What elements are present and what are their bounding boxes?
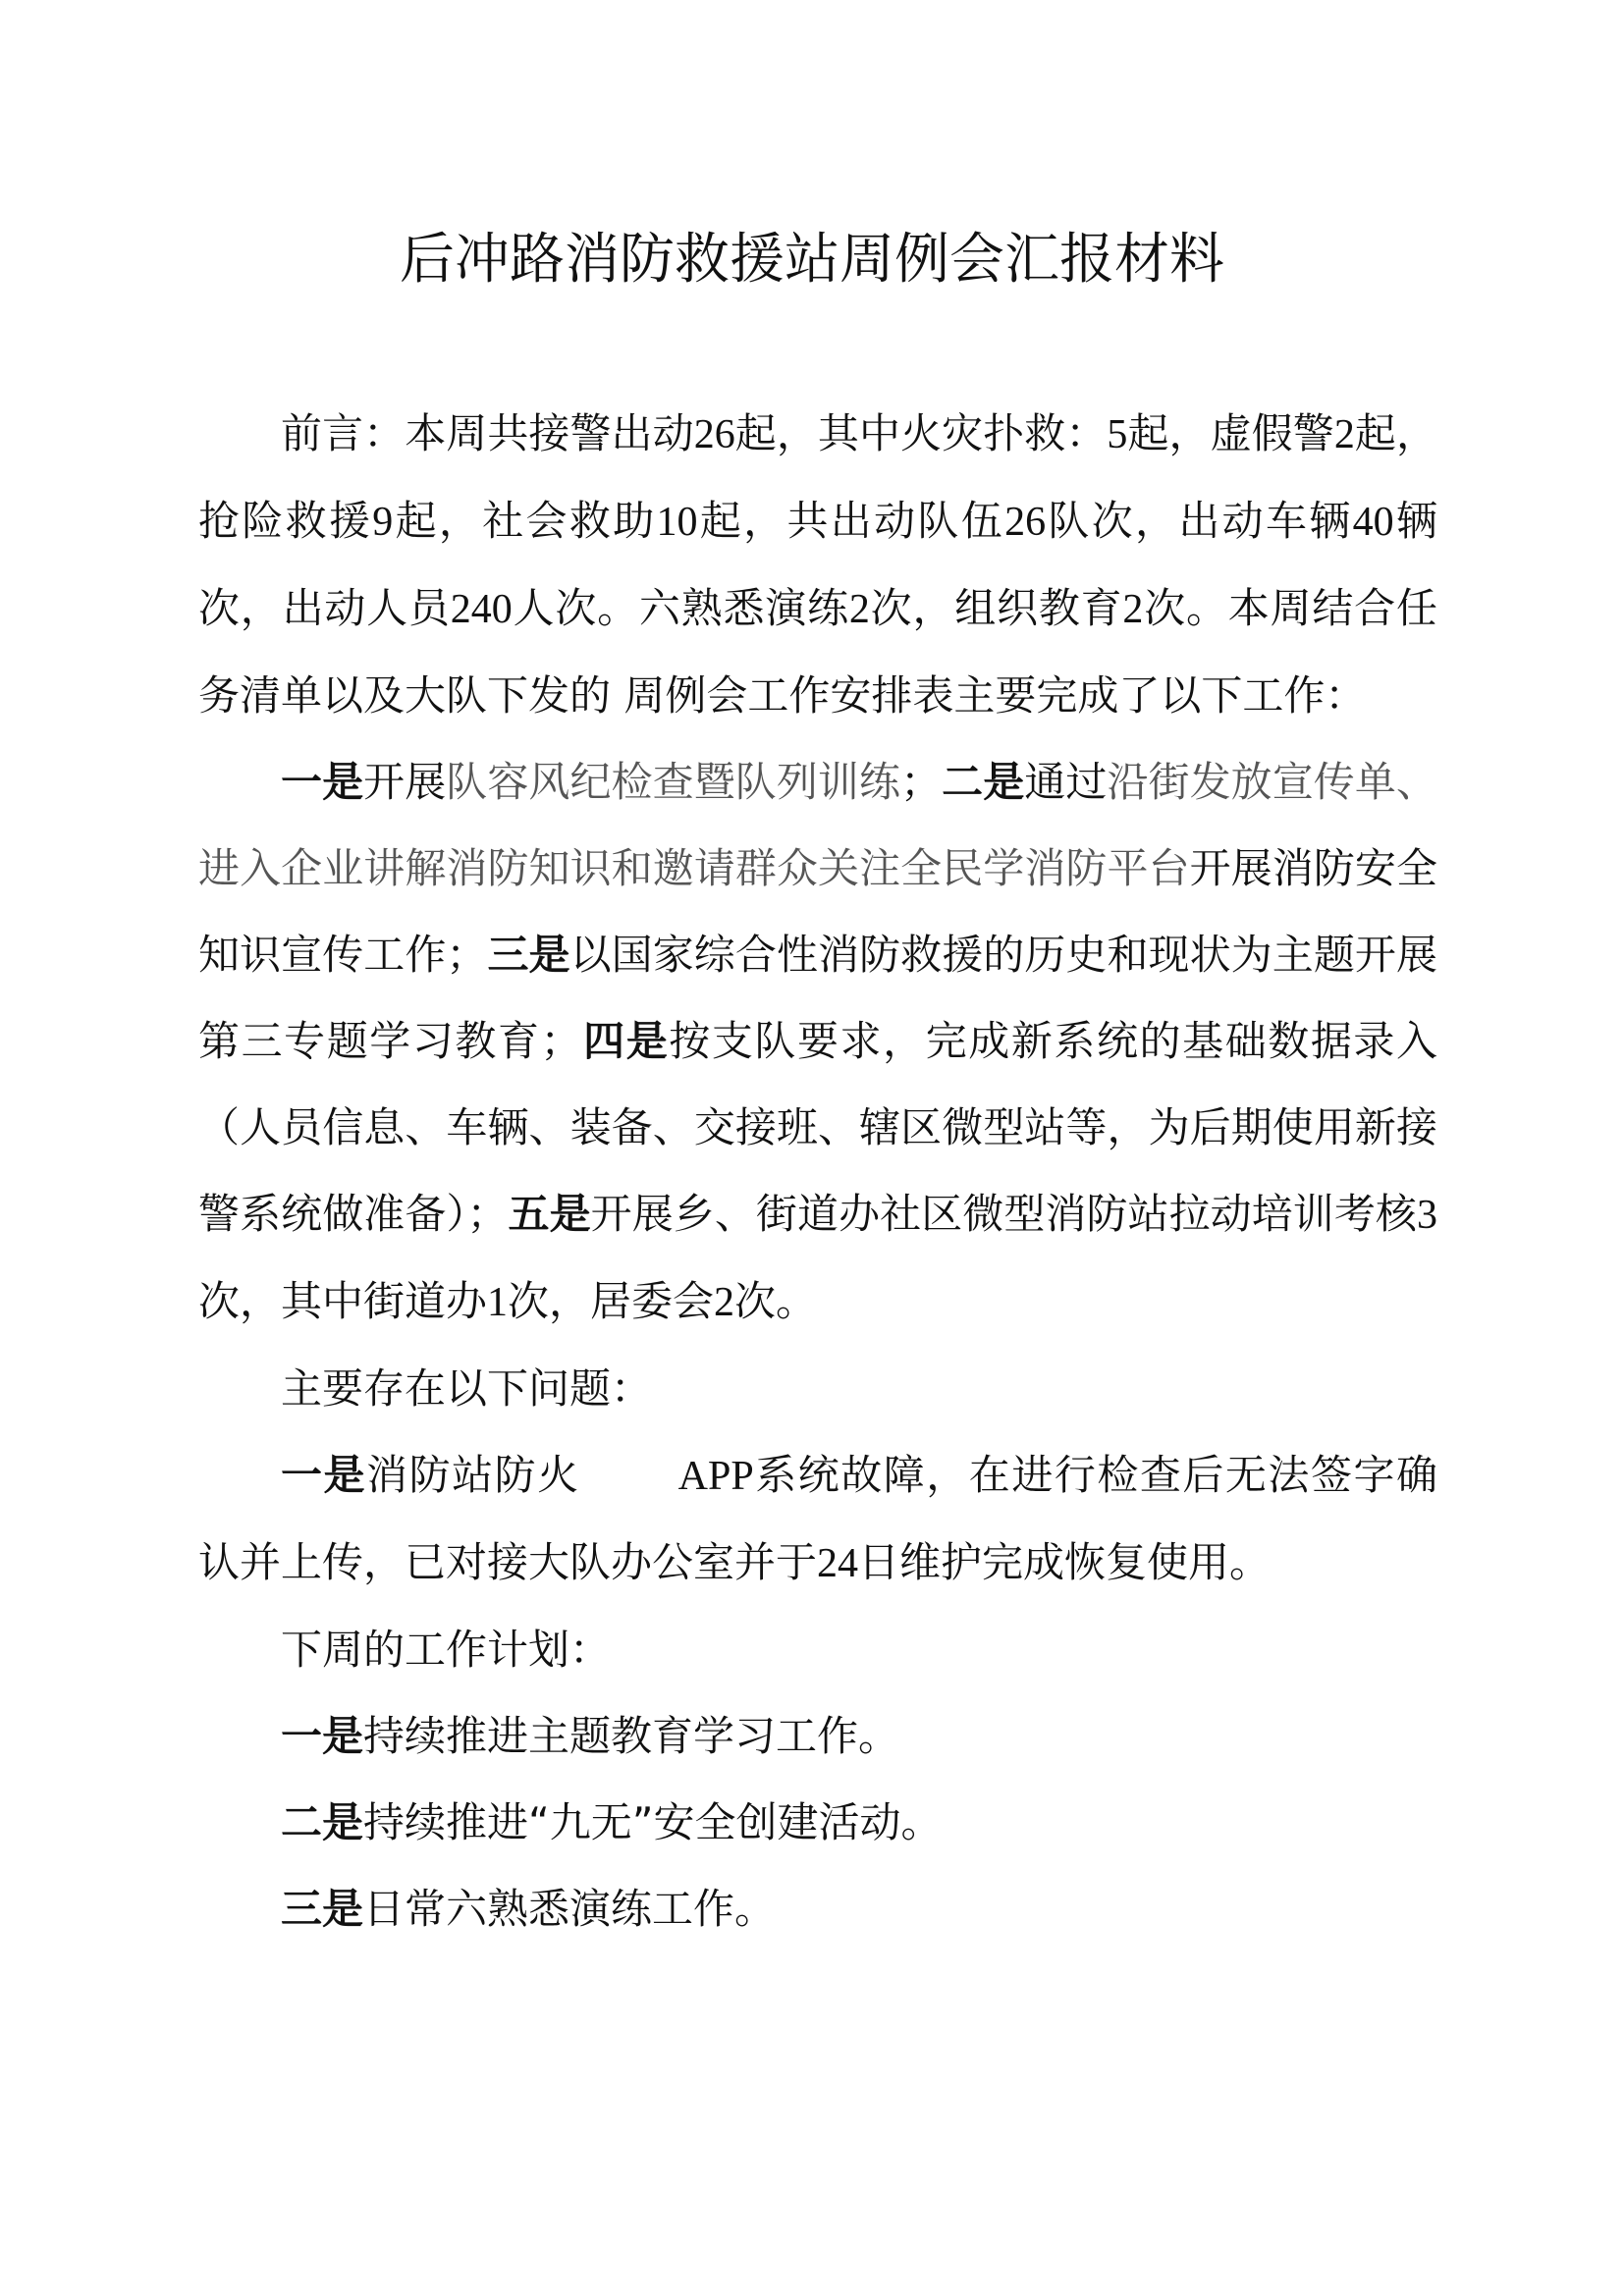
preface-text: 人次。六熟悉演练 <box>512 584 849 632</box>
work-paragraph <box>198 739 1437 1346</box>
plan-item-text: 持续推进主题教育学习工作。 <box>363 1712 900 1760</box>
preface-text: 起，虚假警 <box>1127 409 1334 457</box>
work-text-highlight: 沿街发放宣传单、进入企业讲解消防知识和邀请群众关注全民学消防平台 <box>198 758 1437 892</box>
plan-item-lead: 二是 <box>281 1798 364 1846</box>
work-text: 以国家综合性消防救援的历史和现状为主题开展第三专题学习教育； <box>198 931 1437 1065</box>
preface-text: 次，组织教育 <box>869 584 1123 632</box>
work-number: 2 <box>714 1280 735 1325</box>
problems-paragraph <box>198 1432 1437 1607</box>
problem-number: 24 <box>817 1541 859 1586</box>
problems-heading: 主要存在以下问题： <box>281 1364 653 1413</box>
document-title: 后冲路消防救援站周例会汇报材料 <box>400 228 1224 292</box>
preface-text: 次。本周结合任务清单以及大队下发的 周例会工作安排表主要完成了以下工作： <box>198 584 1437 720</box>
plan-item <box>198 1693 1437 1780</box>
work-text: ； <box>900 758 943 806</box>
plan-heading: 下周的工作计划： <box>281 1626 612 1674</box>
work-text: 次。 <box>734 1277 818 1325</box>
preface-text: 起，其中火灾扑救： <box>734 409 1108 457</box>
preface-text: 起，抢险救援 <box>198 409 1437 545</box>
work-text: 次，其中街道办 <box>198 1277 488 1325</box>
preface-text: 起，共出动队伍 <box>697 497 1005 545</box>
document-body <box>198 391 1437 1952</box>
problem-text: 系统故障，在进行检查后无法签字确认并上传，已对接大队办公室并于 <box>198 1451 1437 1586</box>
preface-number: 40 <box>1352 500 1394 545</box>
preface-text: 前言：本周共接警出动 <box>281 409 694 457</box>
work-item-lead: 一是 <box>281 758 364 806</box>
work-text: 开展 <box>363 758 447 806</box>
preface-number: 2 <box>848 587 870 632</box>
preface-number: 26 <box>693 412 735 457</box>
work-item-lead: 四是 <box>581 1017 670 1065</box>
preface-text: 辆次，出动人员 <box>198 497 1437 632</box>
preface-number: 10 <box>656 500 698 545</box>
preface-text: 队次，出动车辆 <box>1046 497 1353 545</box>
plan-item <box>198 1866 1437 1952</box>
plan-item-lead: 一是 <box>281 1712 364 1760</box>
preface-text: 起，社会救助 <box>393 497 657 545</box>
work-text: 按支队要求，完成新系统的基础数据录入（人员信息、车辆、装备、交接班、辖区微型站等，为后期使用新接警系统做准备）； <box>198 1017 1437 1238</box>
preface-number: 9 <box>372 500 394 545</box>
work-number: 1 <box>487 1280 509 1325</box>
preface-number: 2 <box>1122 587 1144 632</box>
work-number: 3 <box>1416 1193 1437 1238</box>
plan-item <box>198 1780 1437 1866</box>
work-text: 开展乡、街道办社区微型消防站拉动培训考核 <box>590 1190 1417 1238</box>
work-text-highlight: 队容风纪检查暨队列训练 <box>446 758 901 806</box>
problem-text: 消防站防火 <box>366 1451 580 1499</box>
problem-item-lead: 一是 <box>281 1451 367 1499</box>
work-text: 通过 <box>1024 758 1108 806</box>
preface-number: 5 <box>1107 412 1128 457</box>
preface-paragraph <box>198 391 1437 739</box>
work-item-lead: 五是 <box>508 1190 591 1238</box>
preface-number: 26 <box>1004 500 1047 545</box>
work-text: 次，居委会 <box>508 1277 715 1325</box>
work-item-lead: 二是 <box>942 758 1025 806</box>
plan-item-text: 持续推进“九无”安全创建活动。 <box>363 1798 943 1846</box>
work-text: 开展消防安全知识宣传工作； <box>198 844 1437 979</box>
plan-item-lead: 三是 <box>281 1885 364 1933</box>
problem-text: APP <box>677 1454 754 1499</box>
preface-number: 240 <box>450 587 513 632</box>
plan-item-text: 日常六熟悉演练工作。 <box>363 1885 777 1933</box>
preface-number: 2 <box>1333 412 1355 457</box>
work-item-lead: 三是 <box>487 931 570 979</box>
problem-text: 日维护完成恢复使用。 <box>858 1538 1272 1586</box>
